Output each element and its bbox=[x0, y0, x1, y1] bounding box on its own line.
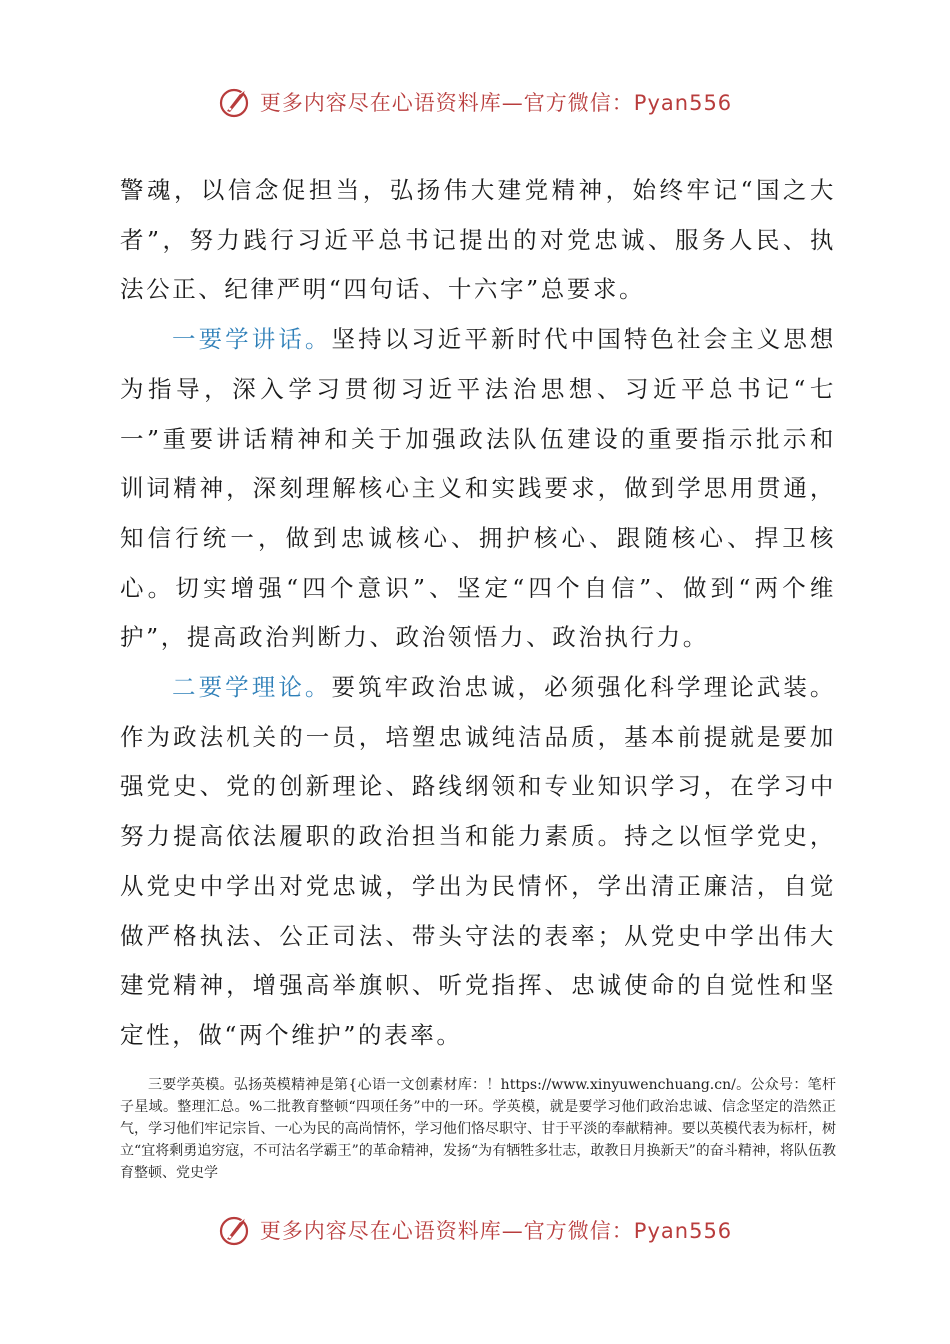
paragraph-study-speech bbox=[120, 315, 836, 663]
paragraph-study-theory bbox=[120, 663, 836, 1061]
paragraph-continuation bbox=[120, 166, 836, 315]
pen-nib-logo-icon bbox=[218, 1212, 254, 1248]
document-body bbox=[120, 166, 836, 1061]
paragraph-heading: 一要学讲话。 bbox=[172, 325, 332, 354]
paragraph-text: 警魂，以信念促担当，弘扬伟大建党精神，始终牢记“国之大者”，努力践行习近平总书记提出的对党忠诚、服务人民、执法公正、纪律严明“四句话、十六字”总要求。 bbox=[120, 176, 836, 304]
pen-nib-logo-icon bbox=[218, 84, 254, 120]
watermark-text: 更多内容尽在心语资料库—官方微信：Pyan556 bbox=[259, 91, 733, 115]
watermark-banner-top bbox=[0, 80, 950, 124]
paragraph-text: 坚持以习近平新时代中国特色社会主义思想为指导，深入学习贯彻习近平法治思想、习近平总书记“七一”重要讲话精神和关于加强政法队伍建设的重要指示批示和训词精神，深刻理解核心主义和实践要求，做到学思用贯通，知信行统一，做到忠诚核心、拥护核心、跟随核心、捍卫核心。切实增强“四个意识”、坚定“四个自信”、做到“两个维护”，提高政治判断力、政治领悟力、政治执行力。 bbox=[120, 325, 836, 652]
paragraph-study-heroes-small: 三要学英模。弘扬英模精神是第{心语一文创素材库：！https://www.xinyuwenchuang.cn/。公众号：笔杆子星域。整理汇总。%二批教育整顿“四项任务”中的一环。学英模，就是要学习他们政治忠诚、信念坚定的浩然正气，学习他们牢记宗旨、一心为民的高尚情怀，学习他们恪尽职守、甘于平淡的奉献精神。要以英模代表为标杆，树立“宜将剩勇追穷寇，不可沽名学霸王”的革命精神，发扬“为有牺牲多壮志，敢教日月换新天”的奋斗精神，将队伍教育整顿、党史学 bbox=[120, 1077, 836, 1181]
paragraph-heading: 二要学理论。 bbox=[172, 673, 332, 702]
watermark-banner-bottom bbox=[0, 1208, 950, 1252]
paragraph-text: 要筑牢政治忠诚，必须强化科学理论武装。作为政法机关的一员，培塑忠诚纯洁品质，基本前提就是要加强党史、党的创新理论、路线纲领和专业知识学习，在学习中努力提高依法履职的政治担当和能力素质。持之以恒学党史，从党史中学出对党忠诚，学出为民情怀，学出清正廉洁，自觉做严格执法、公正司法、带头守法的表率；从党史中学出伟大建党精神，增强高举旗帜、听党指挥、忠诚使命的自觉性和坚定性，做“两个维护”的表率。 bbox=[120, 673, 836, 1049]
watermark-text: 更多内容尽在心语资料库—官方微信：Pyan556 bbox=[259, 1219, 733, 1243]
